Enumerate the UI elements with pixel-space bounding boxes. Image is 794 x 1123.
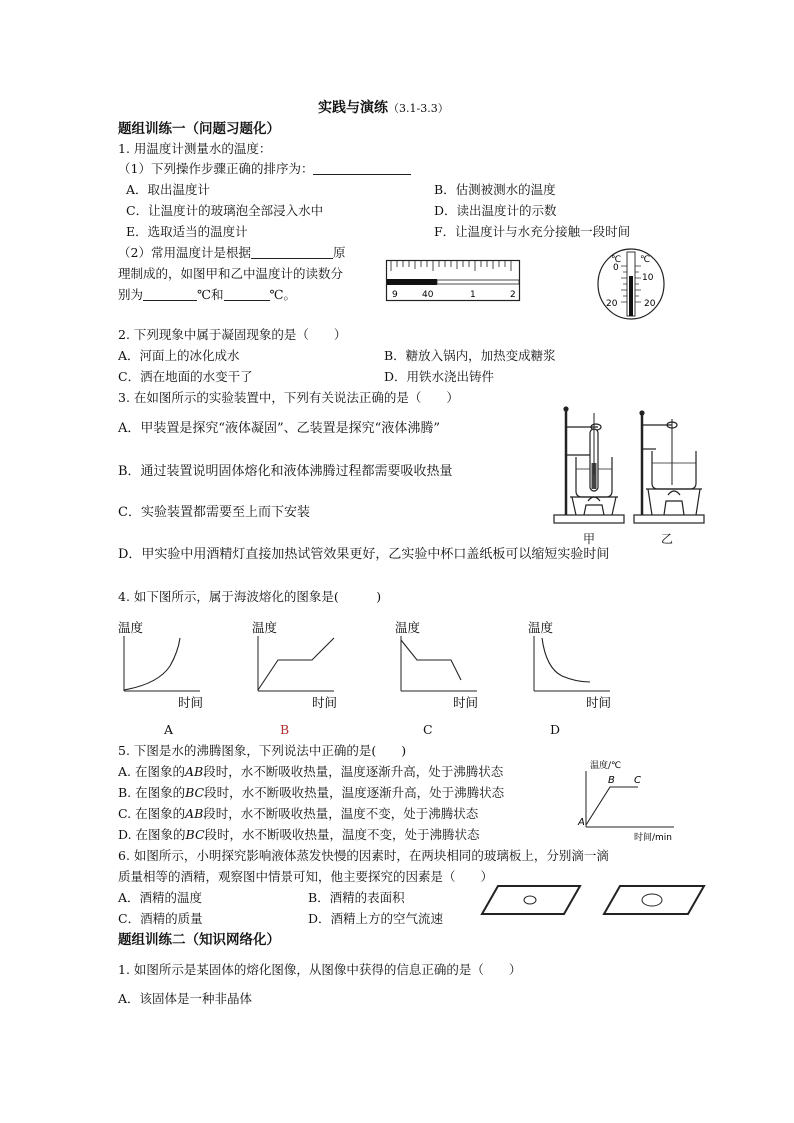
s2q1-stem: 1. 如图所示是某固体的熔化图像，从图像中获得的信息正确的是（ ） [118, 962, 522, 977]
graph-b-curve [258, 638, 334, 690]
q6-glass-plates-figure [480, 884, 710, 920]
q5-boiling-graph [566, 757, 686, 845]
graph-b-xlabel: 时间 [312, 695, 338, 710]
q4-letter-c: C [423, 722, 433, 737]
q2-option-a: A．河面上的冰化成水 [118, 348, 240, 363]
graph-c-xlabel: 时间 [453, 695, 479, 710]
graph-d-xlabel: 时间 [586, 695, 612, 710]
graph-a-xlabel: 时间 [178, 695, 204, 710]
dial-mercury [629, 276, 633, 316]
q5-d-seg: BC [185, 827, 205, 842]
dial-right-10: 10 [642, 273, 654, 283]
graph-c-curve [401, 640, 461, 680]
ruler-label-3: 2 [510, 290, 516, 300]
q1-stem: 1. 用温度计测量水的温度： [118, 141, 272, 156]
s2q1-option-a: A．该固体是一种非晶体 [118, 991, 253, 1006]
q5-d-post: 段时，水不断吸收热量，温度不变，处于沸腾状态 [204, 827, 480, 842]
q5-a-post: 段时，水不断吸收热量，温度逐渐升高，处于沸腾状态 [203, 764, 504, 779]
q1-part1 [118, 161, 411, 177]
q3-option-c: C．实验装置都需要至上而下安装 [118, 505, 310, 520]
graph-a-ylabel: 温度 [118, 620, 144, 635]
thermometer-yi-figure [595, 246, 667, 322]
q4-letter-a: A [164, 722, 174, 737]
q5-b-pre: B. 在图象的 [118, 785, 186, 800]
thermometer-jia-figure [386, 260, 520, 302]
fig-label-jia: 甲 [583, 532, 596, 546]
glass-plate-right [604, 886, 704, 914]
title-text: 实践与演练 [318, 100, 388, 116]
q3-option-a: A．甲装置是探究“液体凝固”、乙装置是探究“液体沸腾” [118, 421, 440, 436]
q6-option-b: B．酒精的表面积 [308, 890, 405, 905]
q3-apparatus-figure [550, 405, 710, 540]
q1-part2d: 别为 [118, 287, 144, 302]
q1-option-c: C．让温度计的玻璃泡全部浸入水中 [126, 203, 324, 218]
q4-graph-a [118, 616, 218, 716]
q6-stem-1: 6. 如图所示，小明探究影响液体蒸发快慢的因素时，在两块相同的玻璃板上，分别滴一滴 [118, 848, 609, 863]
page-title [318, 100, 449, 117]
graph-b-ylabel: 温度 [252, 620, 278, 635]
glass-plate-left [482, 886, 580, 914]
q2-option-d: D．用铁水浇出铸件 [384, 369, 495, 384]
dial-left-20: 20 [606, 299, 618, 309]
q5-b-seg: BC [185, 785, 205, 800]
ruler-label-2: 1 [470, 290, 476, 300]
q1-reading-blank-1[interactable] [143, 288, 197, 301]
q5-c-post: 段时，水不断吸收热量，温度不变，处于沸腾状态 [203, 806, 479, 821]
graph-c-ylabel: 温度 [395, 620, 421, 635]
q5-stem: 5. 下图是水的沸腾图象，下列说法中正确的是( ) [118, 743, 407, 758]
q5-point-c: C [634, 775, 641, 786]
q1-part2-line1 [118, 245, 345, 261]
q2-option-c: C．洒在地面的水变干了 [118, 369, 253, 384]
section-header-2: 题组训练二（知识网络化） [118, 932, 280, 948]
q5-option-a [118, 764, 503, 780]
q1-unit1: ℃和 [197, 287, 224, 302]
q1-option-e: E．选取适当的温度计 [126, 224, 248, 239]
q1-order-blank[interactable] [313, 162, 411, 175]
q1-part2b: 原 [332, 245, 346, 260]
q5-d-pre: D. 在图象的 [118, 827, 186, 842]
q6-option-c: C．酒精的质量 [118, 911, 203, 926]
q1-part1-text: （1）下列操作步骤正确的排序为： [118, 161, 314, 176]
section-header-1: 题组训练一（问题习题化） [118, 121, 280, 137]
q6-option-a: A．酒精的温度 [118, 890, 203, 905]
q6-stem-2: 质量相等的酒精，观察图中情景可知，他主要探究的因素是（ ） [118, 869, 494, 884]
q5-option-d [118, 827, 480, 843]
q2-option-b: B．糖放入锅内，加热变成糖浆 [384, 348, 556, 363]
q5-a-seg: AB [184, 764, 204, 779]
q1-option-d: D．读出温度计的示数 [434, 203, 557, 218]
q5-point-a: A [578, 817, 585, 828]
q1-option-b: B．估测被测水的温度 [434, 182, 556, 197]
dial-right-20: 20 [644, 299, 656, 309]
graph-d-ylabel: 温度 [528, 620, 554, 635]
ruler-label-1: 40 [422, 290, 434, 300]
graph-d-curve [542, 638, 590, 682]
q4-graph-c [395, 616, 495, 716]
q1-part2-line3 [118, 287, 296, 303]
apparatus-yi [634, 411, 704, 523]
q4-graph-d [528, 616, 628, 716]
fig-label-yi: 乙 [661, 532, 674, 546]
q5-option-b [118, 785, 504, 801]
q4-stem: 4. 如下图所示，属于海波熔化的图象是( ) [118, 589, 382, 604]
q4-graph-b [252, 616, 352, 716]
q2-stem: 2. 下列现象中属于凝固现象的是（ ） [118, 327, 347, 342]
apparatus-jia [554, 407, 624, 523]
q1-part2a: （2）常用温度计是根据 [118, 245, 251, 260]
q4-letter-d: D [550, 722, 561, 737]
q6-option-d: D．酒精上方的空气流速 [308, 911, 444, 926]
q5-b-post: 段时，水不断吸收热量，温度逐渐升高，处于沸腾状态 [204, 785, 505, 800]
boiling-curve [586, 787, 638, 825]
q1-option-f: F．让温度计与水充分接触一段时间 [434, 224, 631, 239]
mercury-column [387, 279, 437, 285]
q3-option-b: B．通过装置说明固体熔化和液体沸腾过程都需要吸收热量 [118, 464, 453, 479]
dial-left-0: 0 [613, 263, 619, 273]
q5-c-pre: C. 在图象的 [118, 806, 186, 821]
dial-right-unit: ℃ [640, 255, 651, 265]
dial-left-unit: ℃ [611, 255, 622, 265]
q5-graph-xlabel: 时间/min [634, 833, 673, 843]
title-range: （3.1-3.3） [388, 102, 449, 115]
q4-letter-b: B [280, 722, 290, 737]
q5-option-c [118, 806, 478, 822]
q5-point-b: B [608, 775, 615, 786]
q1-principle-blank[interactable] [251, 246, 333, 259]
q1-unit2: ℃。 [269, 287, 296, 302]
q1-part2c: 理制成的，如图甲和乙中温度计的读数分 [118, 266, 344, 281]
q5-a-pre: A. 在图象的 [118, 764, 185, 779]
ruler-label-0: 9 [392, 290, 398, 300]
q5-c-seg: AB [185, 806, 204, 821]
q1-reading-blank-2[interactable] [224, 288, 270, 301]
q5-graph-ylabel: 温度/℃ [590, 761, 622, 771]
q3-option-d: D．甲实验中用酒精灯直接加热试管效果更好，乙实验中杯口盖纸板可以缩短实验时间 [118, 547, 610, 562]
q1-option-a: A．取出温度计 [126, 182, 211, 197]
q3-stem: 3. 在如图所示的实验装置中，下列有关说法正确的是（ ） [118, 390, 459, 405]
graph-a-curve [124, 638, 180, 690]
